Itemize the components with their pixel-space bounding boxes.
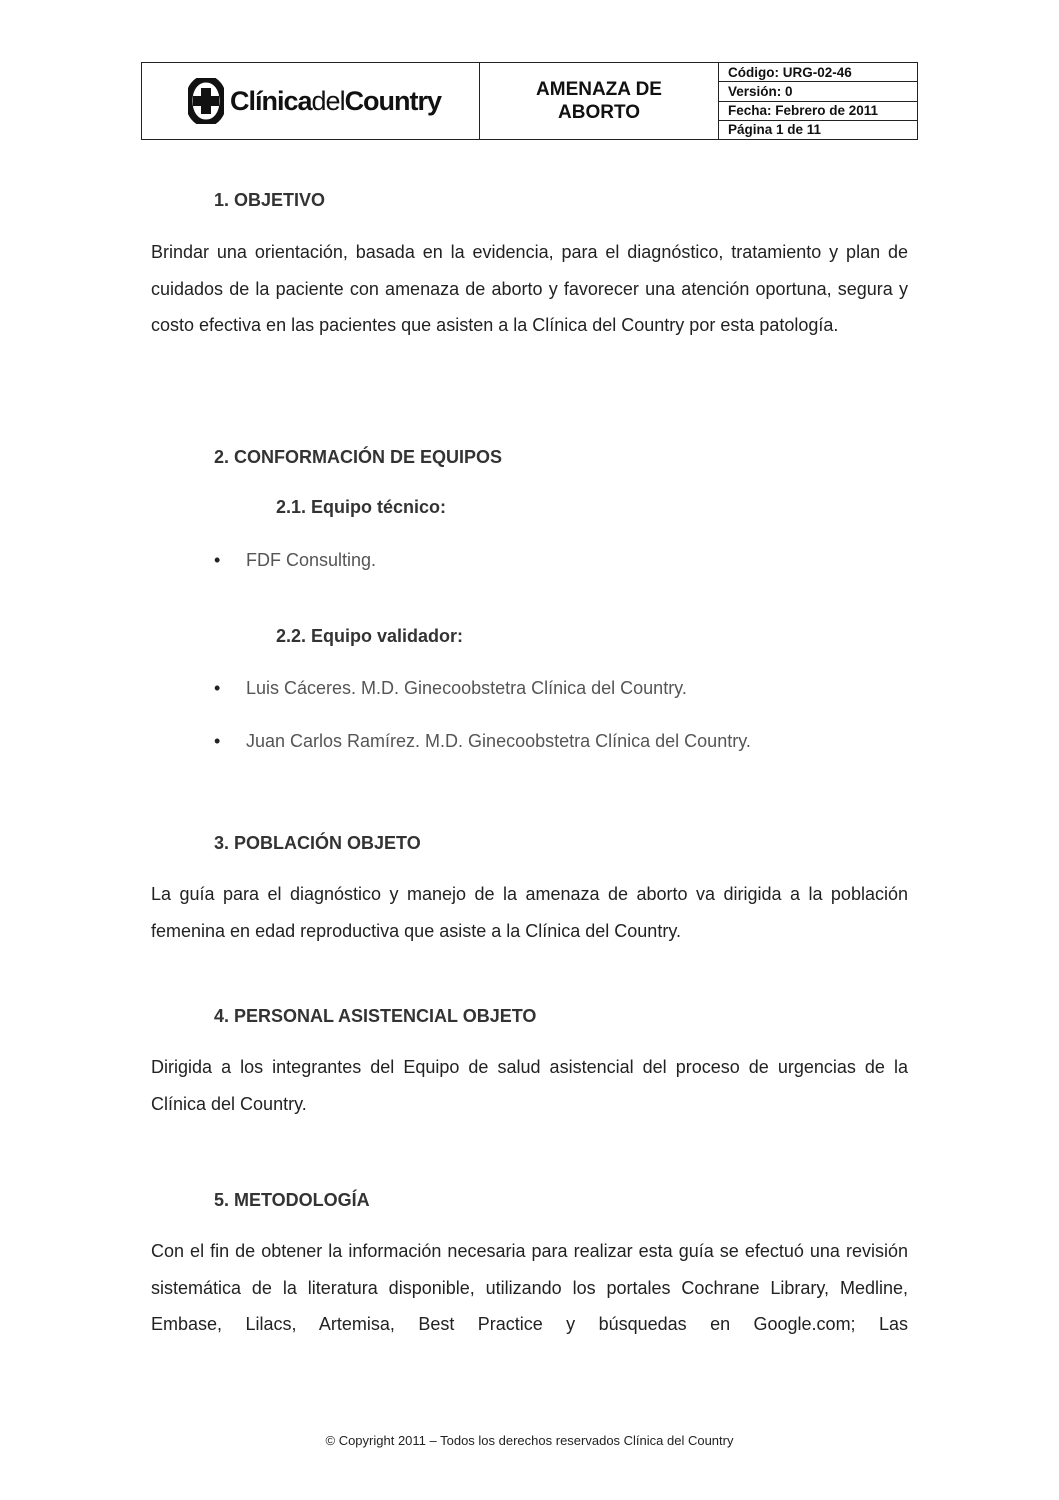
section-heading-personal: 4. PERSONAL ASISTENCIAL OBJETO — [214, 1006, 537, 1026]
bullet-icon: • — [214, 550, 221, 570]
section-heading-poblacion: 3. POBLACIÓN OBJETO — [214, 833, 421, 853]
subsection-heading-equipo-tecnico: 2.1. Equipo técnico: — [276, 497, 447, 517]
bullet-icon: • — [214, 731, 221, 751]
logo-wordmark: ClínicadelCountry — [230, 85, 442, 116]
section-text-metodologia: Con el fin de obtener la información necesaria para realizar esta guía se efectuó una revisión sistemática de la literatura disponible, utilizando los portales Cochrane Library, Medline, Embase, Lilacs, Artemisa, Best Practice y búsquedas en Google.com; Las — [151, 1241, 908, 1334]
list-item — [214, 550, 376, 571]
list-item-text: Juan Carlos Ramírez. M.D. Ginecoobstetra Clínica del Country. — [246, 731, 751, 751]
section-text-objetivo: Brindar una orientación, basada en la evidencia, para el diagnóstico, tratamiento y plan de cuidados de la paciente con amenaza de aborto y favorecer una atención oportuna, segura y costo efectiva en las pacientes que asisten a la Clínica del Country por esta patología. — [151, 242, 908, 335]
section-heading-metodologia: 5. METODOLOGÍA — [214, 1190, 370, 1210]
title-line-1: AMENAZA DE — [536, 79, 662, 100]
list-item-text: Luis Cáceres. M.D. Ginecoobstetra Clínica del Country. — [246, 678, 687, 698]
section-text-poblacion: La guía para el diagnóstico y manejo de la amenaza de aborto va dirigida a la población femenina en edad reproductiva que asiste a la Clínica del Country. — [151, 884, 908, 941]
document-title — [480, 63, 719, 139]
subsection-heading-equipo-validador: 2.2. Equipo validador: — [276, 626, 464, 646]
meta-version: Versión: 0 — [719, 82, 917, 101]
logo-cell — [142, 63, 480, 139]
title-line-2: ABORTO — [558, 102, 640, 123]
list-item-text: FDF Consulting. — [246, 550, 377, 570]
bullet-icon: • — [214, 678, 221, 698]
document-meta — [719, 63, 917, 139]
section-heading-objetivo: 1. OBJETIVO — [214, 190, 326, 210]
meta-codigo: Código: URG-02-46 — [719, 63, 917, 82]
clinic-cross-logo-icon — [188, 78, 224, 124]
list-item — [214, 678, 687, 699]
section-text-personal: Dirigida a los integrantes del Equipo de salud asistencial del proceso de urgencias de la Clínica del Country. — [151, 1057, 908, 1114]
meta-fecha: Fecha: Febrero de 2011 — [719, 102, 917, 121]
list-item — [214, 731, 751, 752]
section-heading-equipos: 2. CONFORMACIÓN DE EQUIPOS — [214, 447, 503, 467]
copyright-footer: © Copyright 2011 – Todos los derechos reservados Clínica del Country — [325, 1433, 734, 1448]
meta-pagina: Página 1 de 11 — [728, 122, 822, 138]
document-header — [141, 62, 918, 140]
